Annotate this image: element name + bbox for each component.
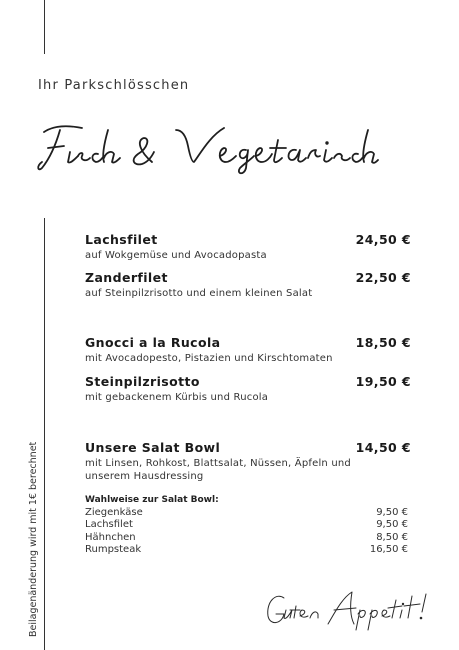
- item-description: mit gebackenem Kürbis und Rucola: [85, 392, 269, 403]
- option-row: [85, 519, 408, 531]
- restaurant-subtitle: Ihr Parkschlösschen: [38, 78, 190, 93]
- item-description: mit Linsen, Rohkost, Blattsalat, Nüssen, Äpfeln und unserem Hausdressing: [85, 458, 351, 482]
- option-price: 9,50 €: [376, 519, 408, 531]
- salad-options: [85, 495, 408, 557]
- salad-options-heading: Wahlweise zur Salat Bowl:: [85, 495, 219, 505]
- item-price: 22,50 €: [355, 270, 411, 285]
- option-name: Lachsfilet: [85, 519, 133, 531]
- side-divider-line: [44, 218, 45, 650]
- option-name: Rumpsteak: [85, 544, 142, 556]
- item-description: auf Wokgemüse und Avocadopasta: [85, 250, 267, 261]
- menu-item-gnocci: [85, 335, 411, 365]
- menu-item-lachsfilet: [85, 232, 411, 262]
- option-row: [85, 544, 408, 556]
- option-row: [85, 532, 408, 544]
- item-description: mit Avocadopesto, Pistazien und Kirschtomaten: [85, 353, 333, 364]
- signature-guten-appetit: [262, 588, 434, 632]
- option-name: Hähnchen: [85, 531, 136, 543]
- item-name: Unsere Salat Bowl: [85, 440, 221, 455]
- top-divider-line: [44, 0, 45, 54]
- item-name: Steinpilzrisotto: [85, 374, 200, 389]
- menu-item-steinpilzrisotto: [85, 374, 411, 404]
- option-price: 9,50 €: [376, 507, 408, 518]
- menu-item-salat-bowl: [85, 440, 411, 483]
- option-price: 8,50 €: [376, 531, 408, 543]
- item-name: Gnocci a la Rucola: [85, 335, 221, 350]
- item-price: 14,50 €: [355, 440, 411, 455]
- option-price: 16,50 €: [369, 544, 408, 556]
- option-name: Ziegenkäse: [85, 507, 143, 518]
- item-name: Lachsfilet: [85, 232, 158, 247]
- menu-item-zanderfilet: [85, 270, 411, 300]
- side-note: Beilagenänderung wird mit 1€ berechnet: [28, 441, 39, 637]
- option-row: [85, 507, 408, 519]
- item-price: 19,50 €: [355, 374, 411, 389]
- item-price: 24,50 €: [355, 232, 411, 247]
- item-name: Zanderfilet: [85, 270, 168, 285]
- item-price: 18,50 €: [355, 335, 411, 350]
- item-description: auf Steinpilzrisotto und einem kleinen Salat: [85, 288, 313, 299]
- page-title: [34, 118, 379, 178]
